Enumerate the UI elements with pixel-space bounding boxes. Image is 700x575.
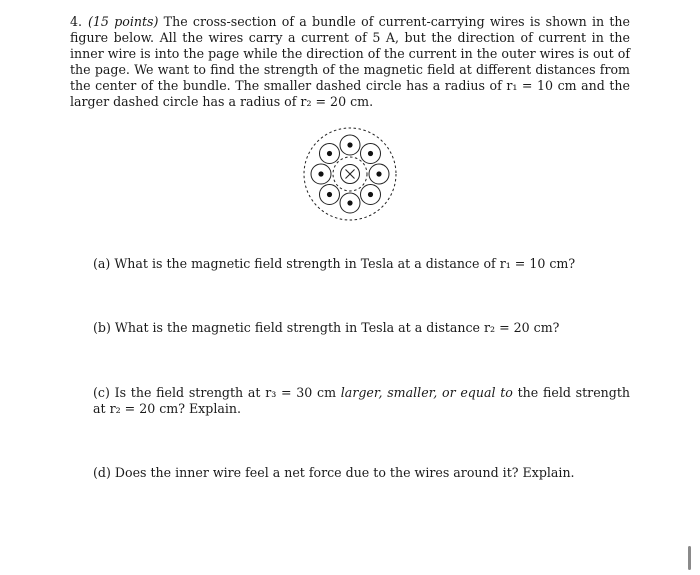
question-d: (d) Does the inner wire feel a net force due to the wires around it? Explain. — [93, 465, 575, 480]
question-c — [93, 385, 630, 417]
question-a: (a) What is the magnetic field strength in Tesla at a distance of r₁ = 10 cm? — [93, 256, 576, 271]
outer-wire-out-of-page — [319, 185, 339, 205]
outer-wire-out-of-page — [311, 164, 331, 184]
scrollbar-thumb[interactable] — [688, 546, 691, 570]
outer-wire-out-of-page — [361, 185, 381, 205]
problem-number: 4. — [70, 14, 83, 29]
outer-wire-out-of-page — [319, 143, 339, 163]
wire-bundle-figure — [302, 126, 398, 222]
question-c-start: (c) Is the field strength at r₃ = 30 cm — [93, 385, 341, 400]
problem-points: (15 points) — [88, 14, 159, 29]
question-c-options: larger, smaller, or equal to — [340, 385, 513, 400]
problem-statement — [70, 14, 630, 110]
outer-wire-out-of-page — [361, 143, 381, 163]
question-c-end: the field strength at r₂ = 20 cm? Explain. — [93, 385, 630, 416]
problem-text: The cross-section of a bundle of current-carrying wires is shown in the figure below. All the wires carry a current of 5 A, but the direction of current in the inner wire is into the page while the direction of the current in the outer wires is out of the page. We want to find the strength of the magnetic field at different distances from the center of the bundle. The smaller dashed circle has a radius of r₁ = 10 cm and the larger dashed circle has a radius of r₂ = 20 cm. — [70, 14, 630, 109]
question-b: (b) What is the magnetic field strength in Tesla at a distance r₂ = 20 cm? — [93, 320, 560, 335]
outer-wire-out-of-page — [340, 135, 360, 155]
inner-wire-into-page — [341, 165, 360, 184]
outer-wire-out-of-page — [340, 193, 360, 213]
outer-wire-out-of-page — [369, 164, 389, 184]
